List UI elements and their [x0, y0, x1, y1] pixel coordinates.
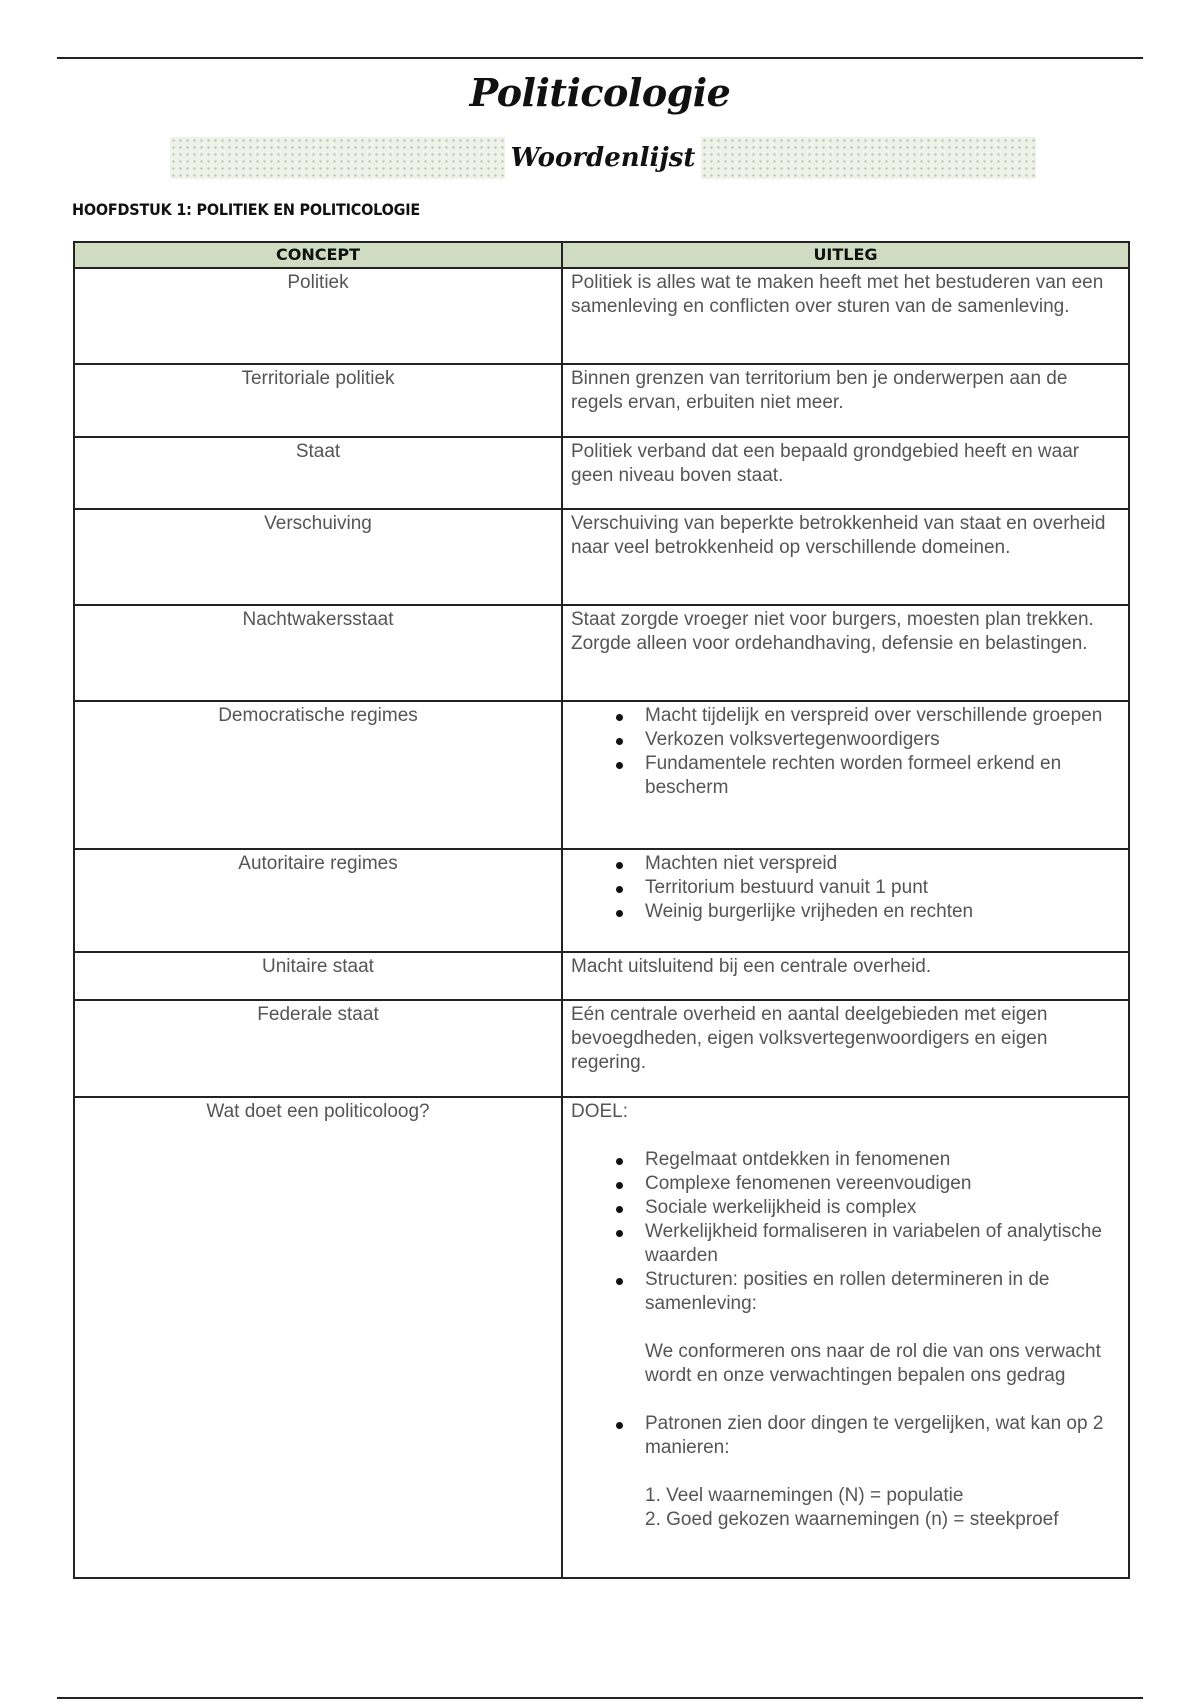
explanation-cell: [562, 1097, 1129, 1578]
subtitle-row: [170, 136, 1036, 180]
doel-label: DOEL:: [571, 1101, 629, 1122]
explanation-cell: [562, 849, 1129, 952]
list-item: Complexe fenomenen vereenvoudigen: [645, 1172, 1120, 1196]
explanation-cell: Politiek verband dat een bepaald grondgebied heeft en waar geen niveau boven staat.: [562, 437, 1129, 509]
table-row: [74, 509, 1129, 605]
method-line: 1. Veel waarnemingen (N) = populatie: [645, 1485, 964, 1506]
list-item: Sociale werkelijkheid is complex: [645, 1196, 1120, 1220]
explanation-cell: Staat zorgde vroeger niet voor burgers, moesten plan trekken. Zorgde alleen voor ordehandhaving, defensie en belastingen.: [562, 605, 1129, 701]
structure-note: We conformeren ons naar de rol die van ons verwacht wordt en onze verwachtingen bepalen ons gedrag: [645, 1341, 1101, 1386]
explanation-cell: Macht uitsluitend bij een centrale overheid.: [562, 952, 1129, 1000]
bullet-list: [571, 1148, 1120, 1316]
concept-cell: Wat doet een politicoloog?: [74, 1097, 562, 1578]
table-row: [74, 268, 1129, 364]
list-item: Macht tijdelijk en verspreid over verschillende groepen: [645, 704, 1120, 728]
concept-cell: Nachtwakersstaat: [74, 605, 562, 701]
concept-cell: Unitaire staat: [74, 952, 562, 1000]
table-header-row: [74, 242, 1129, 268]
explanation-cell: Politiek is alles wat te maken heeft met het bestuderen van een samenleving en conflicten over sturen van de samenleving.: [562, 268, 1129, 364]
table-row: [74, 437, 1129, 509]
dotted-banner-left: [170, 137, 505, 179]
table-row: [74, 1000, 1129, 1097]
concept-cell: Verschuiving: [74, 509, 562, 605]
bottom-rule: [57, 1697, 1143, 1699]
dotted-banner-right: [701, 137, 1036, 179]
concept-cell: Politiek: [74, 268, 562, 364]
concept-cell: Territoriale politiek: [74, 364, 562, 437]
explanation-cell: Binnen grenzen van territorium ben je onderwerpen aan de regels ervan, erbuiten niet meer.: [562, 364, 1129, 437]
table-row: [74, 364, 1129, 437]
list-item: Regelmaat ontdekken in fenomenen: [645, 1148, 1120, 1172]
table-row: [74, 701, 1129, 849]
top-rule: [57, 57, 1143, 59]
page-title: Politicologie: [469, 70, 731, 115]
concept-cell: Federale staat: [74, 1000, 562, 1097]
method-line: 2. Goed gekozen waarnemingen (n) = steekproef: [645, 1509, 1059, 1530]
list-item: Machten niet verspreid: [645, 852, 1120, 876]
bullet-list: [571, 852, 1120, 924]
list-item: Weinig burgerlijke vrijheden en rechten: [645, 900, 1120, 924]
concept-cell: Democratische regimes: [74, 701, 562, 849]
concept-header: CONCEPT: [74, 242, 562, 268]
list-item: Patronen zien door dingen te vergelijken, wat kan op 2 manieren:: [645, 1412, 1120, 1460]
chapter-heading: HOOFDSTUK 1: POLITIEK EN POLITICOLOGIE: [72, 200, 421, 219]
glossary-table: [73, 241, 1130, 1579]
explanation-cell: Eén centrale overheid en aantal deelgebieden met eigen bevoegdheden, eigen volksvertegenwoordigers en eigen regering.: [562, 1000, 1129, 1097]
bullet-list: [571, 1412, 1120, 1460]
concept-cell: Staat: [74, 437, 562, 509]
page-subtitle: Woordenlijst: [510, 143, 696, 173]
list-item: Verkozen volksvertegenwoordigers: [645, 728, 1120, 752]
list-item: Fundamentele rechten worden formeel erkend en bescherm: [645, 752, 1120, 800]
concept-cell: Autoritaire regimes: [74, 849, 562, 952]
explanation-header: UITLEG: [562, 242, 1129, 268]
table-row: [74, 952, 1129, 1000]
list-item: Structuren: posities en rollen determineren in de samenleving:: [645, 1268, 1120, 1316]
table-row: [74, 849, 1129, 952]
explanation-cell: [562, 701, 1129, 849]
table-row: [74, 1097, 1129, 1578]
list-item: Werkelijkheid formaliseren in variabelen of analytische waarden: [645, 1220, 1120, 1268]
bullet-list: [571, 704, 1120, 800]
explanation-cell: Verschuiving van beperkte betrokkenheid van staat en overheid naar veel betrokkenheid op verschillende domeinen.: [562, 509, 1129, 605]
table-row: [74, 605, 1129, 701]
list-item: Territorium bestuurd vanuit 1 punt: [645, 876, 1120, 900]
